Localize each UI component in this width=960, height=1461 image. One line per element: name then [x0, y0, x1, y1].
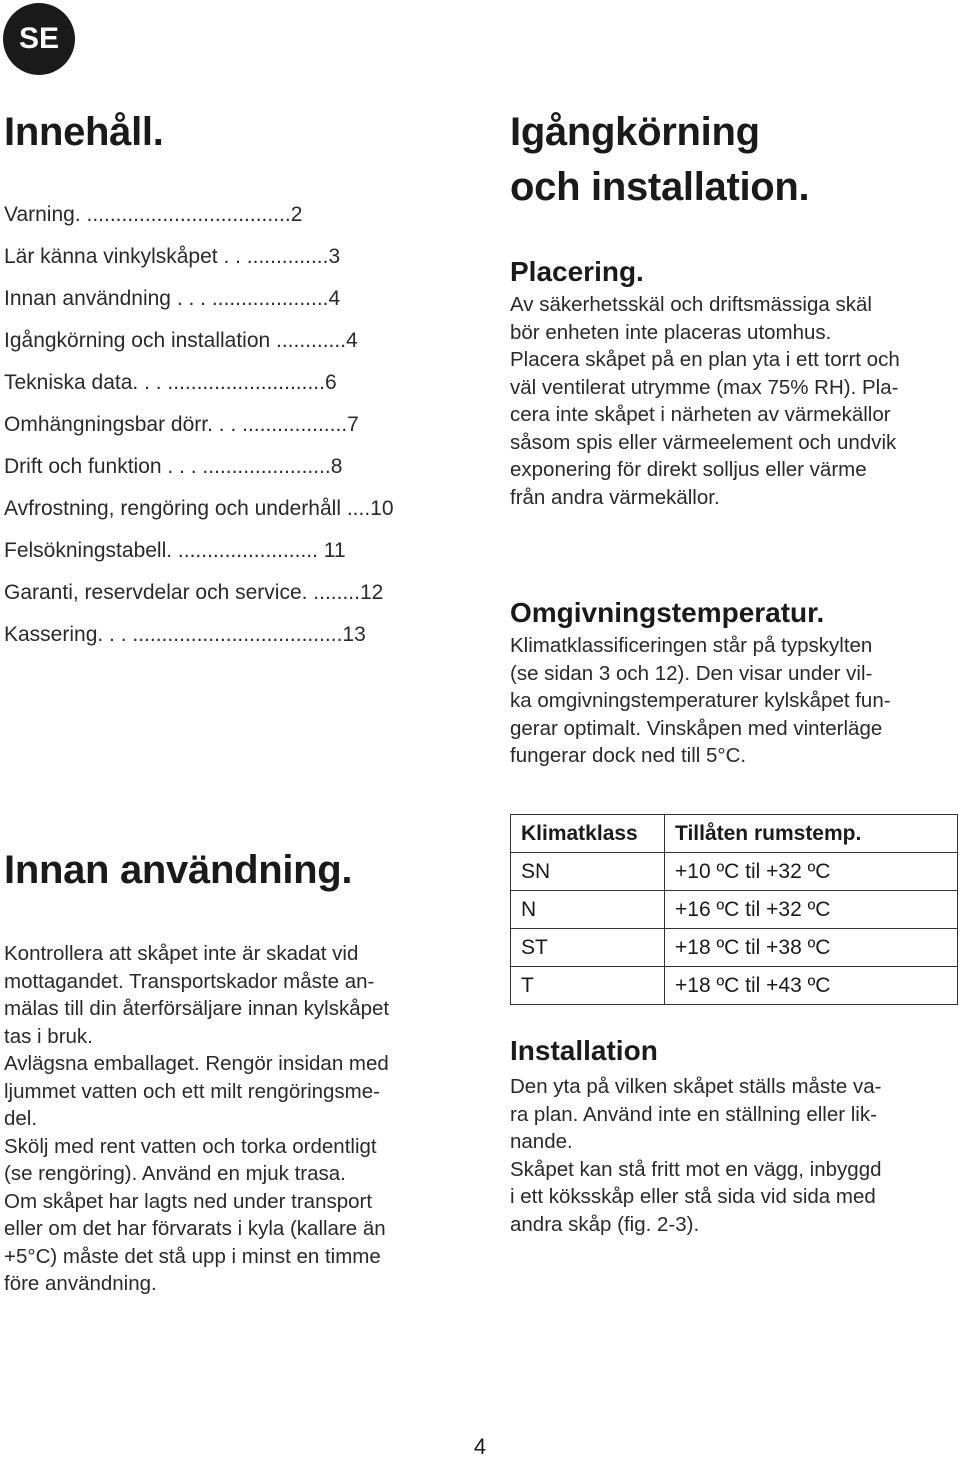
table-row [511, 929, 958, 967]
text-line: nande. [510, 1130, 573, 1153]
text-line: före användning. [4, 1272, 157, 1295]
table-cell: +18 ºC til +38 ºC [665, 929, 958, 967]
text-line: mälas till din återförsäljare innan kylskåpet [4, 997, 390, 1020]
toc-item[interactable]: Varning. ...................................2 [4, 203, 303, 226]
installation-heading: Installation [510, 1035, 658, 1066]
text-line: i ett köksskåp eller stå sida vid sida med [510, 1185, 876, 1208]
text-line: ra plan. Använd inte en ställning eller lik- [510, 1102, 877, 1126]
placering-heading: Placering. [510, 256, 644, 287]
text-line: Av säkerhetsskäl och driftsmässiga skäl [510, 293, 872, 316]
language-badge: SE [3, 3, 75, 75]
text-line: fungerar dock ned till 5°C. [510, 744, 747, 767]
text-line: Klimatklassificeringen står på typskylten [510, 634, 873, 657]
text-line: gerar optimalt. Vinskåpen med vinterläge [510, 716, 883, 740]
text-line: Skölj med rent vatten och torka ordentligt [4, 1134, 377, 1158]
text-line: andra skåp (fig. 2-3). [510, 1212, 700, 1236]
table-cell: +18 ºC til +43 ºC [665, 967, 958, 1005]
installation-text [510, 1073, 930, 1238]
table-cell: T [511, 967, 665, 1005]
toc-list [4, 194, 434, 656]
text-line: eller om det har förvarats i kyla (kallare än [4, 1217, 386, 1240]
table-header-cell: Klimatklass [511, 815, 665, 853]
toc-item[interactable]: Garanti, reservdelar och service. ........12 [4, 581, 384, 604]
table-row [511, 891, 958, 929]
toc-item[interactable]: Avfrostning, rengöring och underhåll ....10 [4, 497, 394, 520]
table-cell: N [511, 891, 665, 929]
section-title-line1: Igångkörning [510, 110, 760, 154]
table-header-cell: Tillåten rumstemp. [665, 815, 958, 853]
toc-item[interactable]: Igångkörning och installation ............4 [4, 329, 358, 352]
before-use-text [4, 940, 442, 1298]
table-row [511, 967, 958, 1005]
text-line: från andra värmekällor. [510, 485, 720, 509]
text-line: såsom spis eller värmeelement och undvik [510, 430, 897, 454]
text-line: (se sidan 3 och 12). Den visar under vil- [510, 661, 873, 685]
toc-title: Innehåll. [4, 110, 164, 154]
text-line: mottagandet. Transportskador måste an- [4, 969, 375, 993]
climate-class-table [510, 814, 958, 1005]
text-line: tas i bruk. [4, 1024, 93, 1048]
table-row [511, 853, 958, 891]
page-number: 4 [473, 1434, 487, 1459]
table-cell: ST [511, 929, 665, 967]
text-line: Kontrollera att skåpet inte är skadat vid [4, 942, 359, 965]
text-line: ljummet vatten och ett milt rengöringsme- [4, 1079, 380, 1103]
text-line: Den yta på vilken skåpet ställs måste va- [510, 1075, 882, 1098]
omgivning-text [510, 632, 930, 770]
toc-item[interactable]: Tekniska data. . . ...........................6 [4, 371, 337, 394]
text-line: (se rengöring). Använd en mjuk trasa. [4, 1162, 346, 1185]
toc-item[interactable]: Innan användning . . . ....................4 [4, 287, 341, 310]
placering-text [510, 291, 946, 511]
text-line: cera inte skåpet i närheten av värmekällor [510, 403, 891, 426]
toc-item[interactable]: Felsökningstabell. ........................ 11 [4, 539, 346, 562]
text-line: bör enheten inte placeras utomhus. [510, 320, 832, 344]
omgivning-heading: Omgivningstemperatur. [510, 597, 825, 628]
table-cell: +16 ºC til +32 ºC [665, 891, 958, 929]
text-line: väl ventilerat utrymme (max 75% RH). Pla- [510, 375, 899, 399]
toc-item[interactable]: Omhängningsbar dörr. . . ..................7 [4, 413, 359, 436]
before-use-title: Innan användning. [4, 848, 353, 892]
text-line: Skåpet kan stå fritt mot en vägg, inbyggd [510, 1157, 882, 1181]
toc-item[interactable]: Kassering. . . ....................................13 [4, 623, 366, 646]
text-line: Avlägsna emballaget. Rengör insidan med [4, 1052, 389, 1075]
toc-item[interactable]: Drift och funktion . . . ......................8 [4, 455, 343, 478]
table-cell: SN [511, 853, 665, 891]
text-line: +5°C) måste det stå upp i minst en timme [4, 1244, 381, 1268]
section-title-line2: och installation. [510, 165, 810, 209]
table-cell: +10 ºC til +32 ºC [665, 853, 958, 891]
text-line: exponering för direkt solljus eller värme [510, 458, 867, 481]
toc-item[interactable]: Lär känna vinkylskåpet . . ..............3 [4, 245, 341, 268]
text-line: Om skåpet har lagts ned under transport [4, 1189, 373, 1213]
text-line: del. [4, 1107, 38, 1130]
text-line: ka omgivningstemperaturer kylskåpet fun- [510, 689, 891, 712]
table-header-row [511, 815, 958, 853]
text-line: Placera skåpet på en plan yta i ett torrt och [510, 348, 900, 371]
